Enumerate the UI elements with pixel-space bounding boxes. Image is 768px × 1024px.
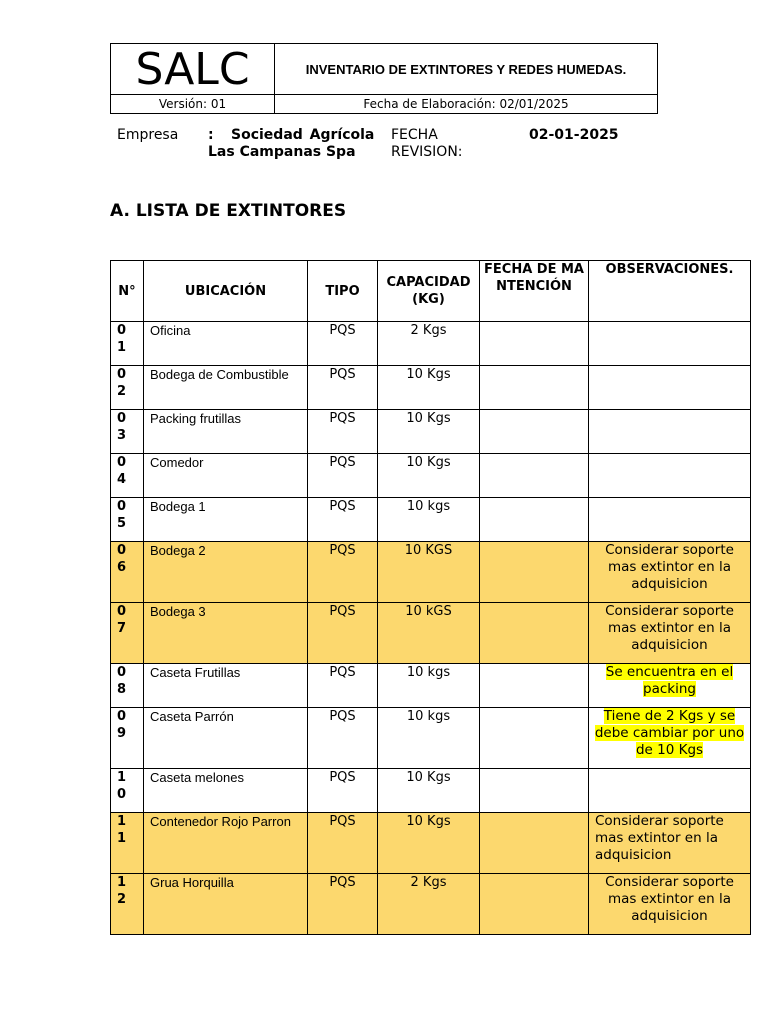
row-observaciones — [589, 454, 751, 498]
row-fecha — [480, 813, 589, 874]
fecha-revision-label-1: FECHA — [391, 127, 438, 143]
company-name-line1: Sociedad Agrícola — [231, 127, 375, 143]
row-ubicacion: Grua Horquilla — [144, 874, 308, 935]
row-capacidad: 10 kGS — [378, 603, 480, 664]
row-tipo: PQS — [308, 542, 378, 603]
row-ubicacion: Oficina — [144, 322, 308, 366]
row-capacidad: 10 Kgs — [378, 410, 480, 454]
row-tipo: PQS — [308, 813, 378, 874]
fecha-revision-label-2: REVISION: — [391, 144, 463, 160]
table-row — [111, 708, 751, 769]
row-fecha — [480, 366, 589, 410]
document-title: INVENTARIO DE EXTINTORES Y REDES HUMEDAS. — [275, 44, 657, 95]
table-row — [111, 542, 751, 603]
row-capacidad: 10 Kgs — [378, 813, 480, 874]
row-capacidad: 2 Kgs — [378, 874, 480, 935]
row-ubicacion: Bodega 2 — [144, 542, 308, 603]
row-tipo: PQS — [308, 769, 378, 813]
company-logo: SALC — [111, 44, 275, 95]
row-capacidad: 10 kgs — [378, 708, 480, 769]
row-ubicacion: Caseta Frutillas — [144, 664, 308, 708]
row-number: 09 — [111, 708, 144, 769]
row-tipo: PQS — [308, 874, 378, 935]
row-tipo: PQS — [308, 454, 378, 498]
row-tipo: PQS — [308, 322, 378, 366]
row-ubicacion: Packing frutillas — [144, 410, 308, 454]
row-tipo: PQS — [308, 603, 378, 664]
row-capacidad: 2 Kgs — [378, 322, 480, 366]
row-observaciones — [589, 322, 751, 366]
row-tipo: PQS — [308, 410, 378, 454]
row-fecha — [480, 410, 589, 454]
row-tipo: PQS — [308, 708, 378, 769]
row-capacidad: 10 kgs — [378, 498, 480, 542]
row-observaciones — [589, 366, 751, 410]
table-row — [111, 366, 751, 410]
row-number: 01 — [111, 322, 144, 366]
row-number: 11 — [111, 813, 144, 874]
row-fecha — [480, 708, 589, 769]
row-fecha — [480, 769, 589, 813]
header-tipo: TIPO — [308, 261, 378, 322]
elaboration-date: Fecha de Elaboración: 02/01/2025 — [363, 97, 569, 111]
header-capacidad: CAPACIDAD (KG) — [378, 261, 480, 322]
fecha-revision-value: 02-01-2025 — [529, 127, 619, 143]
row-tipo: PQS — [308, 498, 378, 542]
row-observaciones — [589, 664, 751, 708]
row-capacidad: 10 KGS — [378, 542, 480, 603]
table-row — [111, 410, 751, 454]
row-number: 06 — [111, 542, 144, 603]
header-ubicacion: UBICACIÓN — [144, 261, 308, 322]
table-row — [111, 769, 751, 813]
row-tipo: PQS — [308, 366, 378, 410]
row-fecha — [480, 874, 589, 935]
row-capacidad: 10 Kgs — [378, 366, 480, 410]
row-capacidad: 10 Kgs — [378, 769, 480, 813]
company-name-line2: Las Campanas Spa — [208, 144, 356, 160]
highlighted-observation: Se encuentra en el packing — [605, 664, 734, 697]
row-number: 08 — [111, 664, 144, 708]
row-number: 05 — [111, 498, 144, 542]
table-header-row — [111, 261, 751, 322]
row-observaciones: Considerar soporte mas extintor en la adquisicion — [589, 603, 751, 664]
row-observaciones: Considerar soporte mas extintor en la adquisicion — [589, 542, 751, 603]
header-fecha: FECHA DE MANTENCIÓN — [480, 261, 589, 322]
document-header — [110, 43, 658, 114]
row-observaciones — [589, 708, 751, 769]
row-number: 12 — [111, 874, 144, 935]
row-fecha — [480, 603, 589, 664]
row-tipo: PQS — [308, 664, 378, 708]
row-observaciones: Considerar soporte mas extintor en la adquisicion — [589, 874, 751, 935]
extintores-table — [110, 260, 751, 935]
version-label: Versión: 01 — [111, 95, 275, 113]
row-ubicacion: Bodega 1 — [144, 498, 308, 542]
row-number: 03 — [111, 410, 144, 454]
row-number: 02 — [111, 366, 144, 410]
row-observaciones — [589, 498, 751, 542]
header-num: N° — [111, 261, 144, 322]
table-row — [111, 664, 751, 708]
row-fecha — [480, 454, 589, 498]
table-row — [111, 322, 751, 366]
row-fecha — [480, 322, 589, 366]
row-ubicacion: Bodega de Combustible — [144, 366, 308, 410]
row-ubicacion: Caseta Parrón — [144, 708, 308, 769]
row-observaciones — [589, 410, 751, 454]
table-row — [111, 813, 751, 874]
row-number: 10 — [111, 769, 144, 813]
row-ubicacion: Contenedor Rojo Parron — [144, 813, 308, 874]
table-row — [111, 603, 751, 664]
row-number: 04 — [111, 454, 144, 498]
row-fecha — [480, 664, 589, 708]
row-capacidad: 10 Kgs — [378, 454, 480, 498]
table-row — [111, 498, 751, 542]
table-row — [111, 874, 751, 935]
empresa-label: Empresa — [117, 127, 179, 143]
empresa-colon: : — [208, 127, 214, 143]
row-capacidad: 10 kgs — [378, 664, 480, 708]
row-ubicacion: Caseta melones — [144, 769, 308, 813]
row-number: 07 — [111, 603, 144, 664]
row-ubicacion: Bodega 3 — [144, 603, 308, 664]
section-title: A. LISTA DE EXTINTORES — [110, 201, 347, 221]
row-observaciones — [589, 769, 751, 813]
header-observaciones: OBSERVACIONES. — [589, 261, 751, 322]
row-fecha — [480, 498, 589, 542]
row-observaciones: Considerar soporte mas extintor en la adquisicion — [589, 813, 751, 874]
row-fecha — [480, 542, 589, 603]
row-ubicacion: Comedor — [144, 454, 308, 498]
highlighted-observation: Tiene de 2 Kgs y se debe cambiar por uno de 10 Kgs — [594, 708, 745, 758]
table-row — [111, 454, 751, 498]
